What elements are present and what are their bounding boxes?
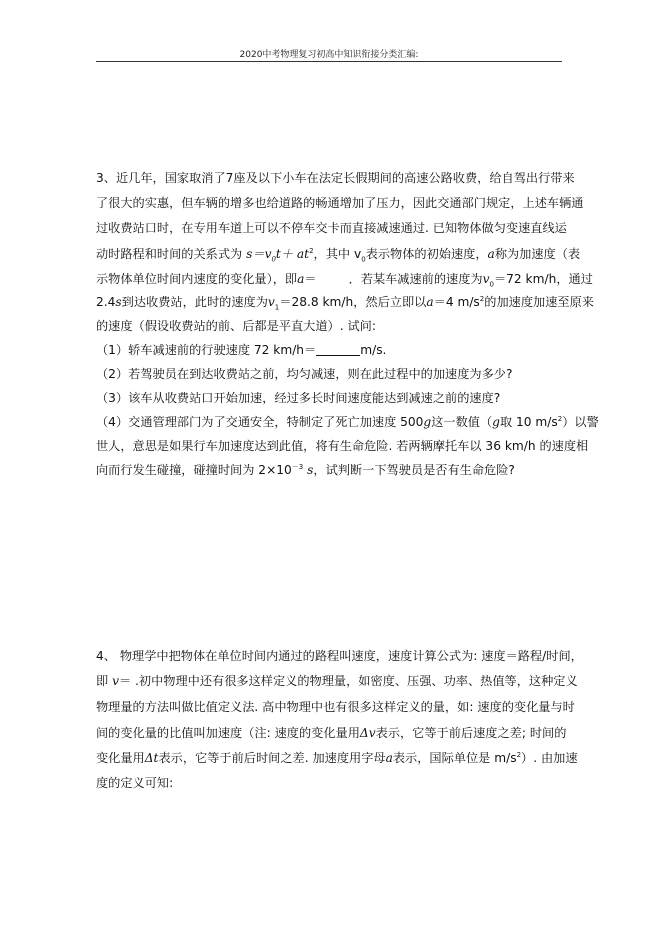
unit-s: s [307,463,314,477]
text: ＝ .初中物理中还有很多这样定义的物理量，如密度、压强、功率、热值等，这种定义 [118,674,578,688]
q4-line-4 [96,725,566,741]
symbol-a: a [385,751,393,765]
q3-part-2: （2）若驾驶员在到达收费站之前，均匀减速，则在此过程中的加速度为多少? [96,367,513,381]
text: ＝ [304,272,317,286]
q3-line-4 [96,246,581,264]
superscript: 2 [557,414,563,423]
text: ）. 由加速 [521,751,578,765]
superscript: 2 [479,294,485,303]
formula-part: at [296,247,310,261]
text: 表示，它等于前后时间之差. 加速度用字母 [158,751,386,765]
subscript: 0 [489,280,494,289]
formula-part: s＝v [246,247,272,261]
symbol-delta-v: Δv [359,726,376,740]
symbol-delta-t: Δt [144,751,159,765]
q3-part-1 [96,342,566,358]
text: 这一数值（ [431,415,493,429]
q4-line-2 [96,673,578,689]
q3-line-2: 了很大的实惠，但车辆的增多也给道路的畅通增加了压力，因此交通部门规定，上述车辆通 [96,196,584,210]
symbol-a: a [297,272,305,286]
text: 变化量用 [96,751,145,765]
symbol-v: v [112,674,119,688]
text: 表示，国际单位是 m/s [392,751,517,765]
text: 表示，它等于前后速度之差; 时间的 [375,726,567,740]
header-rule [96,61,562,62]
text: 称为加速度（表 [494,247,581,261]
q3-line-3: 过收费站口时，在专用车道上可以不停车交卡而直接减速通过. 已知物体做匀变速直线运 [96,221,567,235]
text: 到达收费站，此时的速度为 [121,295,268,309]
text: ＝72 km/h，通过 [493,272,593,286]
symbol-a: a [487,247,495,261]
text: 表示物体的初始速度， [365,247,488,261]
text: 即 [96,674,109,688]
q3-part-4-line-1 [96,414,599,430]
symbol-v1: v [267,295,275,309]
text: ，其中 v [313,247,362,261]
text: ）以警 [562,415,599,429]
formula-part: t＋ [275,247,294,261]
text: 的加速度加速至原来 [484,295,594,309]
text: ＝28.8 km/h，然后立即以 [279,295,427,309]
text: ＝4 m/s [433,295,480,309]
text: ，试判断一下驾驶员是否有生命危险? [313,463,515,477]
symbol-v0: v [482,272,490,286]
symbol-g: g [423,415,432,429]
text: 动时路程和时间的关系式为 [96,247,243,261]
symbol-a: a [426,295,434,309]
q4-line-3: 物理量的方法叫做比值定义法. 高中物理中也有很多这样定义的量，如: 速度的变化量与时 [96,700,575,714]
q3-line-5 [96,271,593,289]
text: 2.4 [96,295,116,309]
text: m/s. [360,343,387,357]
q3-part-4-line-3 [96,462,566,478]
symbol-g: g [492,415,500,429]
q3-line-6 [96,294,594,312]
text: （4）交通管理部门为了交通安全，特制定了死亡加速度 500 [96,415,424,429]
q3-part-4-line-2: 世人，意思是如果行车加速度达到此值，将有生命危险. 若两辆摩托车以 36 km/h 的速度相 [96,439,589,453]
q4-line-5 [96,750,578,766]
q4-line-6: 度的定义可知: [96,776,174,790]
subscript: 0 [361,255,366,264]
subscript: 1 [274,303,280,312]
subscript: 0 [271,255,276,264]
q3-line-1: 3、近几年，国家取消了7座及以下小车在法定长假期间的高速公路收费，给自驾出行带来 [96,171,575,185]
text: 向而行发生碰撞，碰撞时间为 2×10 [96,463,292,477]
text: 取 10 m/s [499,415,558,429]
superscript: －3 [291,462,304,471]
superscript: 2 [516,750,522,759]
superscript: 2 [309,246,314,255]
answer-blank[interactable] [316,343,360,356]
text: 间的变化量的比值叫加速度（注: 速度的变化量用 [96,726,360,740]
q4-line-1: 4、 物理学中把物体在单位时间内通过的路程叫速度，速度计算公式为: 速度＝路程/时间， [96,649,583,663]
q3-part-3: （3）该车从收费站口开始加速，经过多长时间速度能达到减速之前的速度? [96,391,501,405]
q3-line-7: 的速度（假设收费站的前、后都是平直大道）. 试问: [96,319,376,333]
text: （1）轿车减速前的行驶速度 72 km/h＝ [96,343,317,357]
text: ．若某车减速前的速度为 [348,272,483,286]
unit-s: s [115,295,122,309]
header-title: 2020中考物理复习初高中知识衔接分类汇编: [239,50,419,60]
text: 示物体单位时间内速度的变化量），即 [96,272,298,286]
